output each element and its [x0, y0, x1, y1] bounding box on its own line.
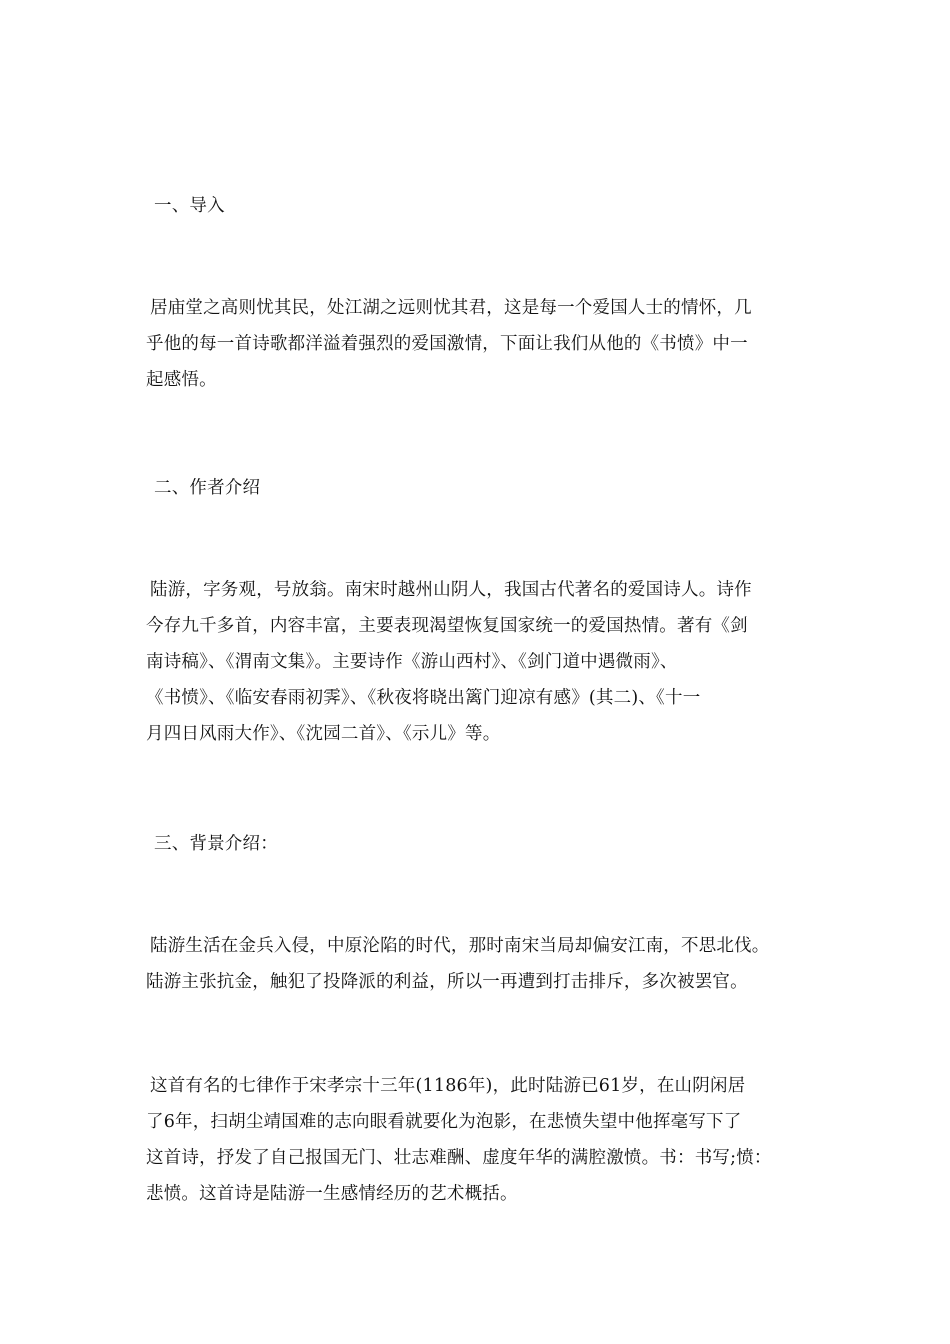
- paragraph-intro: [146, 290, 816, 398]
- paragraph-line: 陆游生活在金兵入侵，中原沦陷的时代，那时南宋当局却偏安江南，不思北伐。: [150, 936, 770, 956]
- paragraph-line: 悲愤。这首诗是陆游一生感情经历的艺术概括。: [146, 1184, 518, 1204]
- heading-text: 二、作者介绍: [154, 478, 261, 498]
- paragraph-line: 这首有名的七律作于宋孝宗十三年(1186年)，此时陆游已61岁，在山阴闲居: [150, 1076, 746, 1096]
- paragraph-background-2: [146, 1068, 816, 1212]
- paragraph-line: 陆游，字务观，号放翁。南宋时越州山阴人，我国古代著名的爱国诗人。诗作: [150, 580, 752, 600]
- paragraph-line: 乎他的每一首诗歌都洋溢着强烈的爱国激情，下面让我们从他的《书愤》中一: [146, 334, 748, 354]
- paragraph-author: [146, 572, 816, 752]
- paragraph-line: 陆游主张抗金，触犯了投降派的利益，所以一再遭到打击排斥，多次被罢官。: [146, 972, 748, 992]
- paragraph-line: 这首诗，抒发了自己报国无门、壮志难酬、虚度年华的满腔激愤。书：书写;愤：: [146, 1148, 772, 1168]
- heading-text: 三、背景介绍：: [154, 834, 278, 854]
- paragraph-line: 居庙堂之高则忧其民，处江湖之远则忧其君，这是每一个爱国人士的情怀，几: [150, 298, 752, 318]
- paragraph-line: 南诗稿》、《渭南文集》。主要诗作《游山西村》、《剑门道中遇微雨》、: [146, 652, 678, 672]
- paragraph-line: 月四日风雨大作》、《沈园二首》、《示儿》等。: [146, 724, 501, 744]
- heading-text: 一、导入: [154, 196, 225, 216]
- paragraph-line: 今存九千多首，内容丰富，主要表现渴望恢复国家统一的爱国热情。著有《剑: [146, 616, 748, 636]
- paragraph-background-1: [146, 928, 816, 1000]
- section-heading-intro: [154, 188, 824, 224]
- section-heading-author: [154, 470, 824, 506]
- paragraph-line: 了6年，扫胡尘靖国难的志向眼看就要化为泡影，在悲愤失望中他挥毫写下了: [146, 1112, 742, 1132]
- paragraph-line: 《书愤》、《临安春雨初霁》、《秋夜将晓出篱门迎凉有感》(其二)、《十一: [146, 688, 701, 708]
- section-heading-background: [154, 826, 824, 862]
- paragraph-line: 起感悟。: [146, 370, 217, 390]
